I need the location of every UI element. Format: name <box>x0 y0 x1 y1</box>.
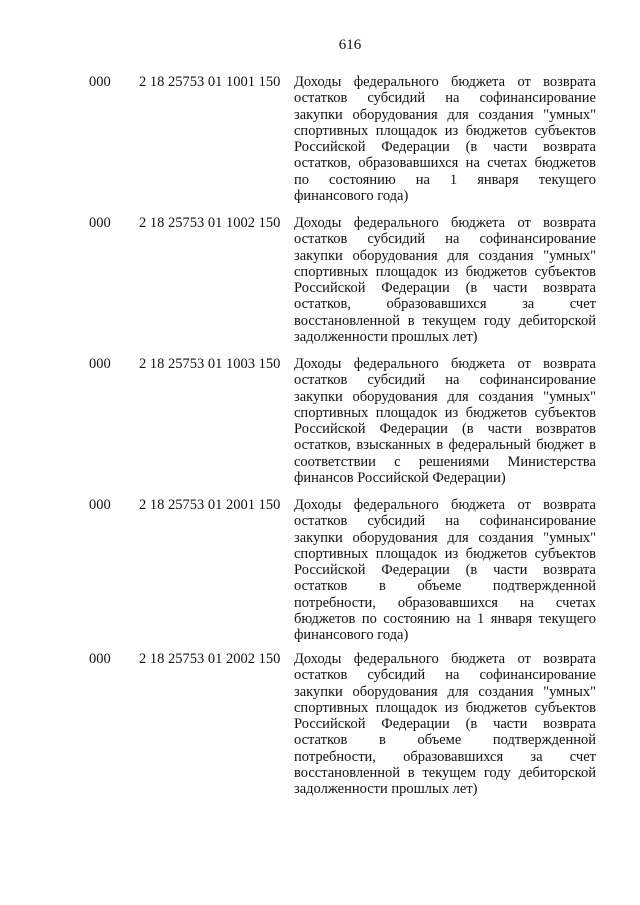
description-line: остатков, образовавшихся на счетах бюджетов <box>294 155 596 172</box>
entry-description <box>294 74 596 204</box>
budget-classification-code: 2 18 25753 01 2002 150 <box>139 651 281 667</box>
description-line: Российской Федерации (в части возврата <box>294 139 596 156</box>
description-line: остатков субсидий на софинансирование <box>294 90 596 107</box>
budget-classification-code: 2 18 25753 01 1001 150 <box>139 74 281 90</box>
description-line: спортивных площадок из бюджетов субъектов <box>294 545 596 562</box>
description-line: Доходы федерального бюджета от возврата <box>294 74 596 90</box>
description-line: спортивных площадок из бюджетов субъектов <box>294 699 596 716</box>
description-line: остатков субсидий на софинансирование <box>294 513 596 530</box>
description-line: финансов Российской Федерации) <box>294 470 506 487</box>
description-line: соответствии с решениями Министерства <box>294 453 596 470</box>
description-line: спортивных площадок из бюджетов субъектов <box>294 263 596 280</box>
description-line: Российской Федерации (в части возврата <box>294 280 596 297</box>
description-line: Российской Федерации (в части возвратов <box>294 421 596 438</box>
description-line: финансового года) <box>294 627 409 644</box>
description-line: Доходы федерального бюджета от возврата <box>294 497 596 513</box>
description-line: Российской Федерации (в части возврата <box>294 562 596 579</box>
description-line: спортивных площадок из бюджетов субъектов <box>294 404 596 421</box>
description-line: остатков, взысканных в федеральный бюджет в <box>294 437 596 454</box>
description-line: по состоянию на 1 января текущего <box>294 171 596 188</box>
description-line: восстановленной в текущем году дебиторской <box>294 312 596 329</box>
description-line: остатков субсидий на софинансирование <box>294 231 596 248</box>
description-line: остатков субсидий на софинансирование <box>294 372 596 389</box>
description-line: Доходы федерального бюджета от возврата <box>294 215 596 231</box>
page-number: 616 <box>338 37 362 53</box>
description-line: закупки оборудования для создания "умных" <box>294 529 596 546</box>
entry-description <box>294 215 596 345</box>
description-line: Российской Федерации (в части возврата <box>294 716 596 733</box>
description-line: задолженности прошлых лет) <box>294 781 478 798</box>
description-line: восстановленной в текущем году дебиторской <box>294 765 596 782</box>
revenue-code-entry <box>0 215 640 356</box>
revenue-code-entry <box>0 651 640 805</box>
description-line: остатков субсидий на софинансирование <box>294 667 596 684</box>
description-line: закупки оборудования для создания "умных" <box>294 106 596 123</box>
description-line: бюджетов по состоянию на 1 января текущего <box>294 611 596 628</box>
revenue-code-list <box>0 74 640 805</box>
administrator-code: 000 <box>89 651 111 667</box>
description-line: закупки оборудования для создания "умных" <box>294 683 596 700</box>
revenue-code-entry <box>0 356 640 497</box>
revenue-code-entry <box>0 74 640 215</box>
description-line: остатков, образовавшихся за счет <box>294 296 596 313</box>
budget-classification-code: 2 18 25753 01 2001 150 <box>139 497 281 513</box>
description-line: остатков в объеме подтвержденной <box>294 578 596 595</box>
description-line: закупки оборудования для создания "умных" <box>294 388 596 405</box>
administrator-code: 000 <box>89 74 111 90</box>
description-line: закупки оборудования для создания "умных" <box>294 247 596 264</box>
budget-classification-code: 2 18 25753 01 1003 150 <box>139 356 281 372</box>
description-line: задолженности прошлых лет) <box>294 329 478 346</box>
entry-description <box>294 356 596 486</box>
description-line: Доходы федерального бюджета от возврата <box>294 356 596 372</box>
description-line: финансового года) <box>294 188 409 205</box>
administrator-code: 000 <box>89 356 111 372</box>
administrator-code: 000 <box>89 215 111 231</box>
description-line: Доходы федерального бюджета от возврата <box>294 651 596 667</box>
description-line: потребности, образовавшихся на счетах <box>294 594 596 611</box>
description-line: спортивных площадок из бюджетов субъектов <box>294 122 596 139</box>
description-line: остатков в объеме подтвержденной <box>294 732 596 749</box>
budget-classification-code: 2 18 25753 01 1002 150 <box>139 215 281 231</box>
entry-description <box>294 497 596 644</box>
description-line: потребности, образовавшихся за счет <box>294 748 596 765</box>
entry-description <box>294 651 596 798</box>
revenue-code-entry <box>0 497 640 651</box>
administrator-code: 000 <box>89 497 111 513</box>
